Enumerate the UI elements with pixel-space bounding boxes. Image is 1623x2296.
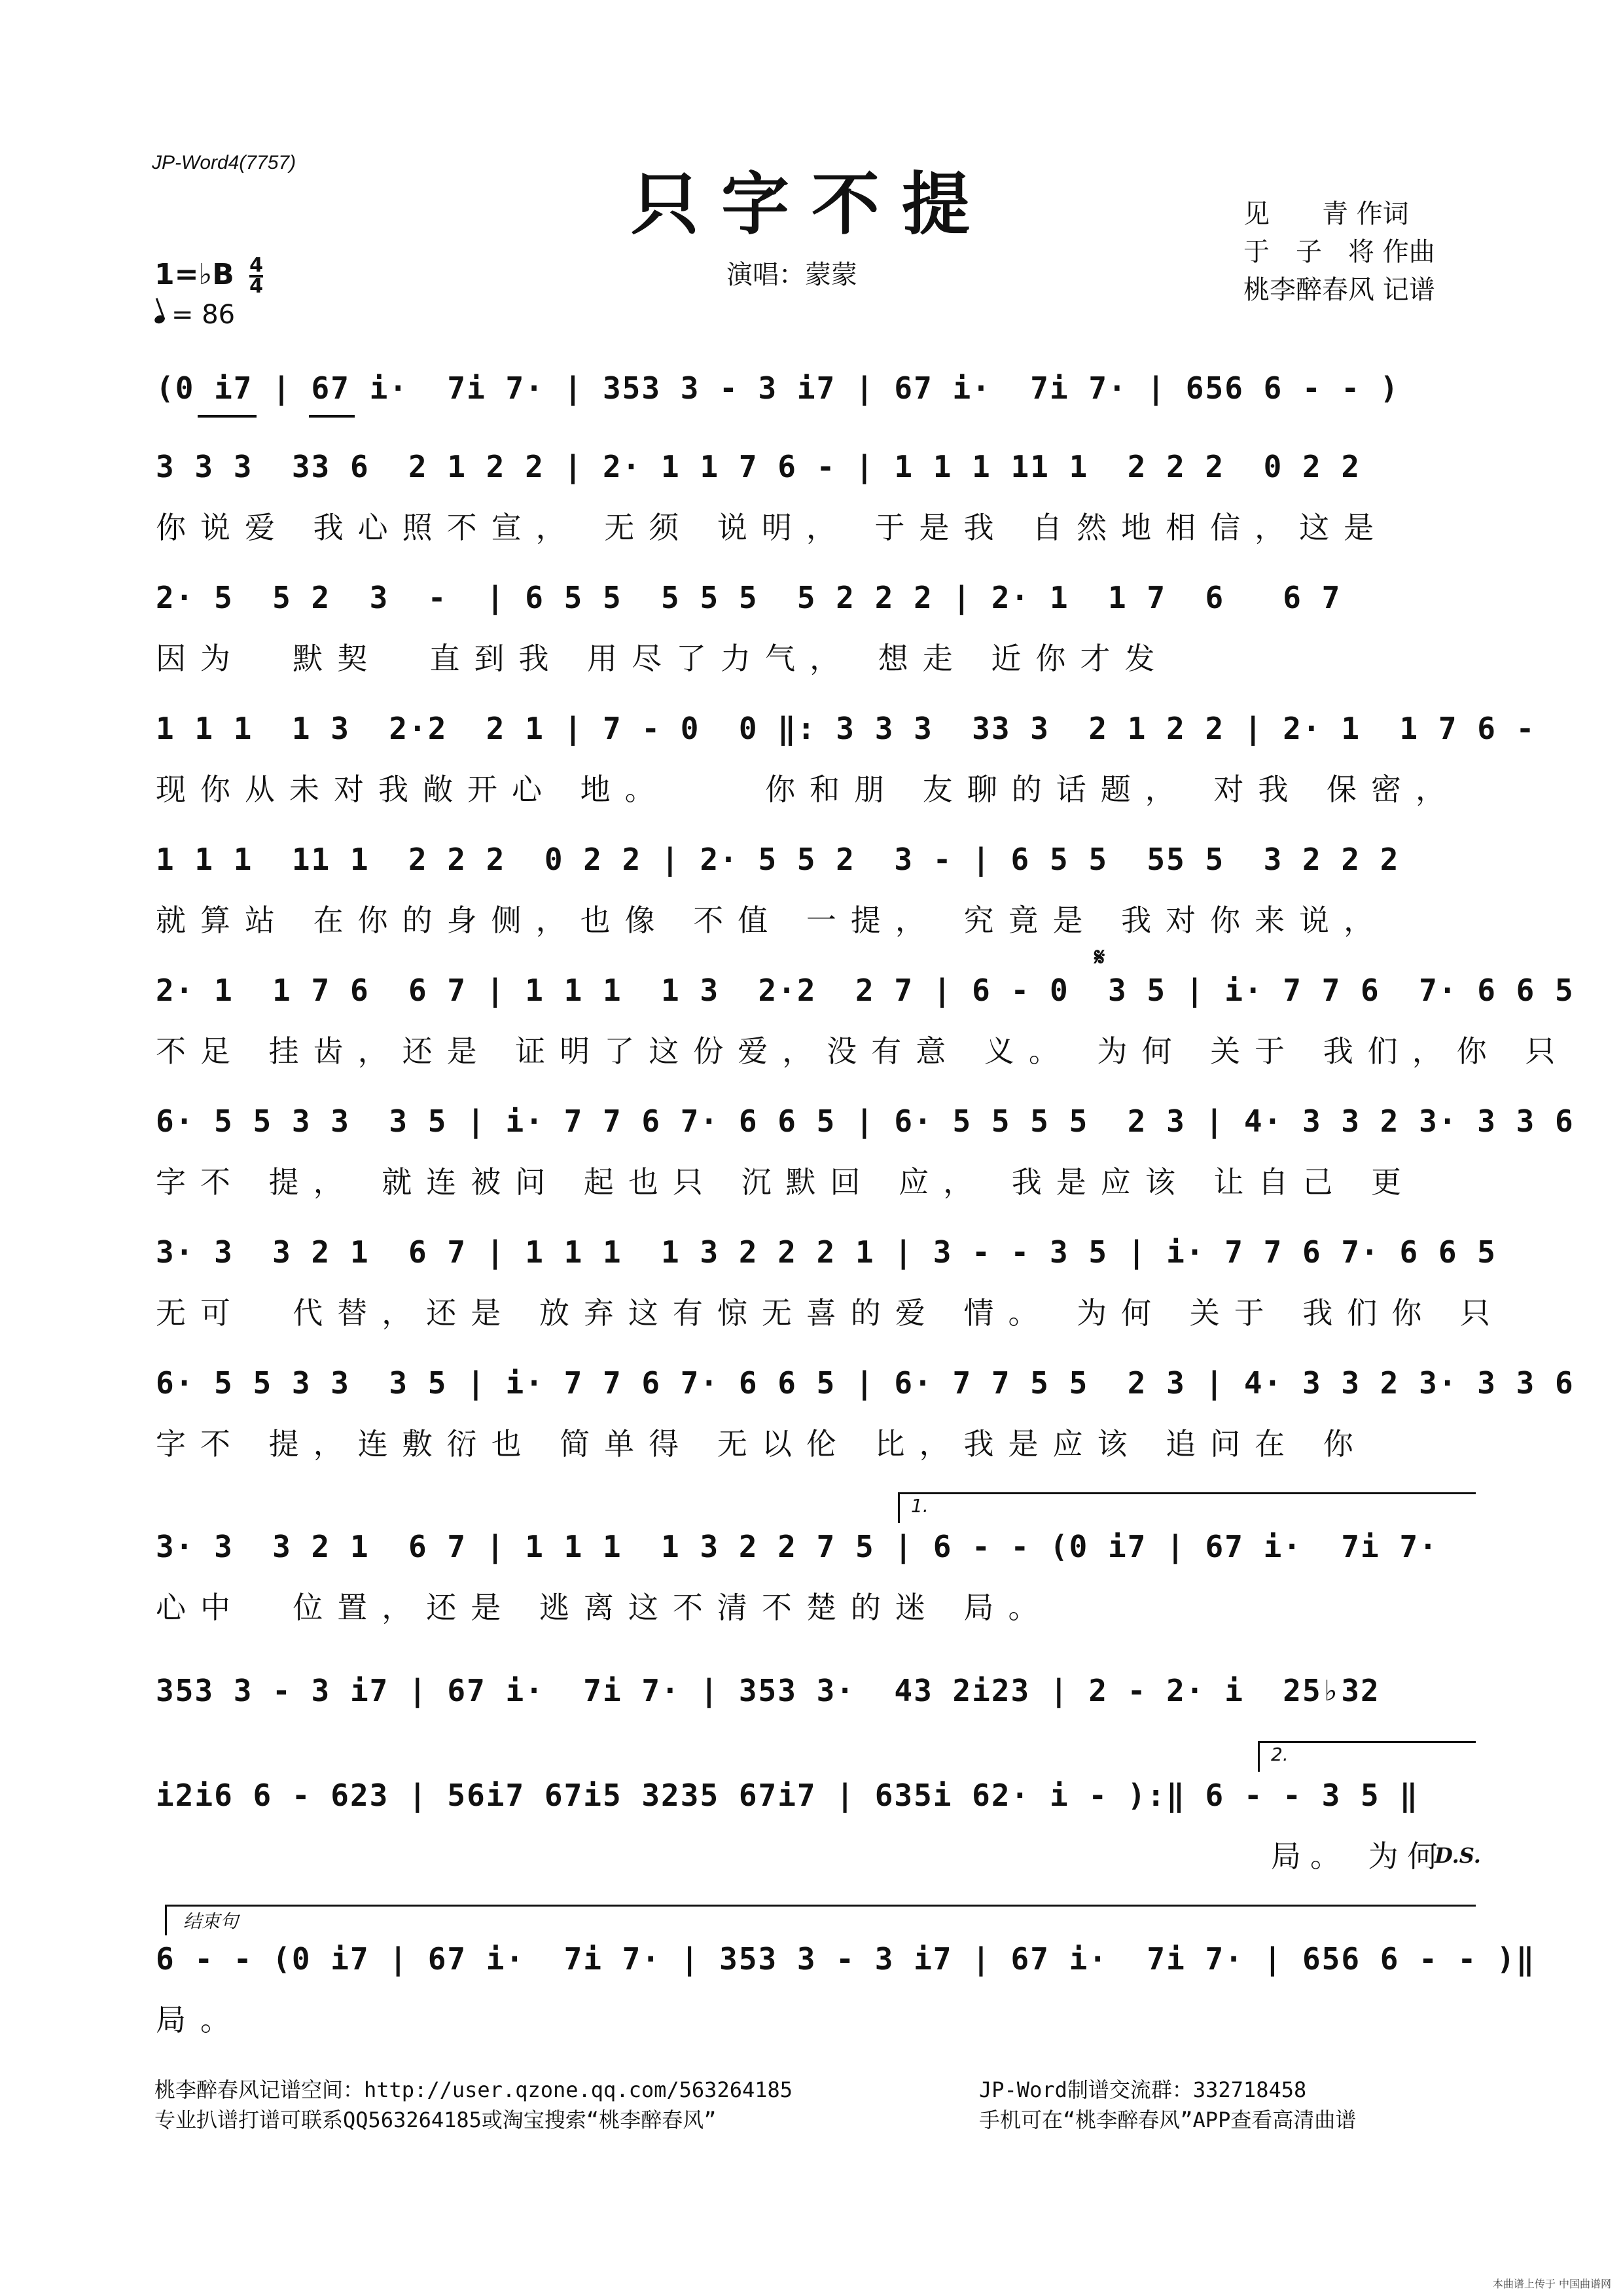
volta-bracket-1 [898,1492,1476,1523]
lyrics-line: 局。 为何 [1271,1839,1447,1874]
lyrics-line: 字不 提，连敷衍也 简单得 无以伦 比，我是应该 追问在 你 [156,1426,1368,1462]
notes-text: 3 3 3 33 6 2 1 2 2 | 2· 1 1 7 6 - | 1 1 1 11 1 2 2 2 0 2 2 [156,449,1361,484]
volta-2-label: 2. [1271,1744,1289,1765]
score-row-9 [152,1361,1575,1462]
notes-line [152,1100,1575,1152]
time-signature [249,254,263,298]
notes-text: 1 1 1 1 3 2·2 2 1 | 7 - 0 0 ‖: 3 3 3 33 3 2 1 2 2 | 2· 1 1 7 6 - [156,711,1536,746]
score-row-4 [152,707,1536,807]
notes-line [152,1525,1480,1577]
key-signature [154,254,263,298]
score-row-6 [152,942,1575,1069]
footer-right-2: 手机可在“桃李醉春风”APP查看高清曲谱 [979,2108,1357,2132]
notes-text: 6 - - (0 i7 | 67 i· 7i 7· | 353 3 - 3 i7 | 67 i· 7i 7· | 656 6 - - )‖ [156,1941,1536,1977]
notes-line [152,1361,1575,1414]
notes-line [152,367,1480,419]
score-row-12 [152,1744,1481,1874]
notes-text: 6· 5 5 3 3 3 5 | i· 7 7 6 7· 6 6 5 | 6· 5 5 5 5 2 3 | 4· 3 3 2 3· 3 3 6 [156,1103,1575,1139]
notes-line [152,1774,1480,1826]
volta-1-label: 1. [911,1495,929,1516]
segno-sign: 𝄋 [1094,942,1105,971]
tempo-value: = 86 [171,300,236,330]
ds-mark: D.S. [1435,1843,1481,1868]
song-title: 只字不提 [630,164,992,244]
score-row-8 [152,1230,1505,1331]
transcriber-credit: 桃李醉春风 记谱 [1243,275,1435,305]
key-label: 1=♭B [154,258,234,291]
upload-stamp: 本曲谱上传于 中国曲谱网 [1492,2278,1611,2290]
notes-line [152,1669,1480,1721]
lyrics-line: 你说爱 我心照不宣， 无须 说明， 于是我 自然地相信，这是 [156,510,1389,545]
notes-text: 1 1 1 11 1 2 2 2 0 2 2 | 2· 5 5 2 3 - | 6 5 5 55 5 3 2 2 2 [156,842,1400,877]
ending-bracket [165,1905,1476,1935]
engraver-label: JP-Word4(7757) [152,152,296,173]
composer-credit: 于 子 将 作曲 [1243,237,1435,267]
notes-text: 3· 3 3 2 1 6 7 | 1 1 1 1 3 2 2 7 5 | 6 - - (0 i7 | 67 i· 7i 7· [156,1529,1438,1564]
beam-line [309,415,355,418]
lyrics-line: 无可 代替，还是 放弃这有惊无喜的爱 情。 为何 关于 我们你 只 [156,1295,1505,1331]
lyrics-line: 字不 提， 就连被问 起也只 沉默回 应， 我是应该 让自己 更 [156,1164,1416,1200]
notes-text: 2· 5 5 2 3 - | 6 5 5 5 5 5 5 2 2 2 | 2· 1 1 7 6 6 7 [156,580,1342,615]
score-row-2 [152,445,1480,545]
score-row-11 [152,1669,1480,1721]
score-row-13 [152,1910,1536,2037]
lyricist-credit: 见 青 作词 [1243,199,1409,229]
score-row-7 [152,1100,1575,1200]
lyrics-line: 因为 默契 直到我 用尽了力气， 想走 近你才发 [156,641,1169,676]
ending-label: 结束句 [183,1910,239,1932]
lyrics-line: 局。 [156,2002,245,2037]
notes-line [152,1230,1497,1283]
lyrics-line: 心中 位置，还是 逃离这不清不楚的迷 局。 [156,1590,1053,1625]
score-row-1 [152,367,1480,419]
notes-text: 353 3 - 3 i7 | 67 i· 7i 7· | 353 3· 43 2i23 | 2 - 2· i 25♭32 [156,1673,1380,1708]
notes-line [152,445,1480,497]
score-row-3 [152,576,1480,676]
score-row-10 [152,1495,1480,1625]
notes-text: 2· 1 1 7 6 6 7 | 1 1 1 1 3 2·2 2 7 | 6 - 0 3 5 | i· 7 7 6 7· 6 6 5 [156,973,1575,1008]
singer-credit: 演唱：蒙蒙 [726,260,857,290]
notes-text: 6· 5 5 3 3 3 5 | i· 7 7 6 7· 6 6 5 | 6· 7 7 5 5 2 3 | 4· 3 3 2 3· 3 3 6 [156,1365,1575,1401]
footer-right-1: JP-Word制谱交流群：332718458 [979,2077,1307,2102]
notes-line [152,1937,1536,1990]
tempo-marking [154,300,235,330]
beam-line [198,415,257,418]
notes-line [152,707,1536,759]
time-top: 4 [249,254,263,277]
notes-text: i2i6 6 - 623 | 56i7 67i5 3235 67i7 | 635i 62· i - ):‖ 6 - - 3 5 ‖ [156,1778,1419,1813]
lyrics-line: 就算站 在你的身侧，也像 不值 一提， 究竟是 我对你来说， [156,903,1389,938]
notes-line [152,969,1575,1021]
notes-line [152,576,1480,628]
time-bottom: 4 [249,275,263,298]
footer-left-2: 专业扒谱打谱可联系QQ563264185或淘宝搜索“桃李醉春风” [154,2108,717,2132]
notes-line [152,838,1480,890]
volta-bracket-2 [1258,1741,1476,1772]
lyrics-line: 现你从未对我敞开心 地。 你和朋 友聊的话题， 对我 保密， [156,772,1460,807]
score-row-5 [152,838,1480,938]
credits-block [1243,195,1479,309]
quarter-note-icon [153,314,166,325]
footer-left-1: 桃李醉春风记谱空间：http://user.qzone.qq.com/563264185 [154,2077,793,2102]
notes-text: (0 i7 | 67 i· 7i 7· | 353 3 - 3 i7 | 67 i· 7i 7· | 656 6 - - ) [156,370,1400,406]
notes-text: 3· 3 3 2 1 6 7 | 1 1 1 1 3 2 2 2 1 | 3 - - 3 5 | i· 7 7 6 7· 6 6 5 [156,1234,1497,1270]
lyrics-line: 不足 挂齿，还是 证明了这份爱，没有意 义。 为何 关于 我们，你 只 [156,1033,1570,1069]
